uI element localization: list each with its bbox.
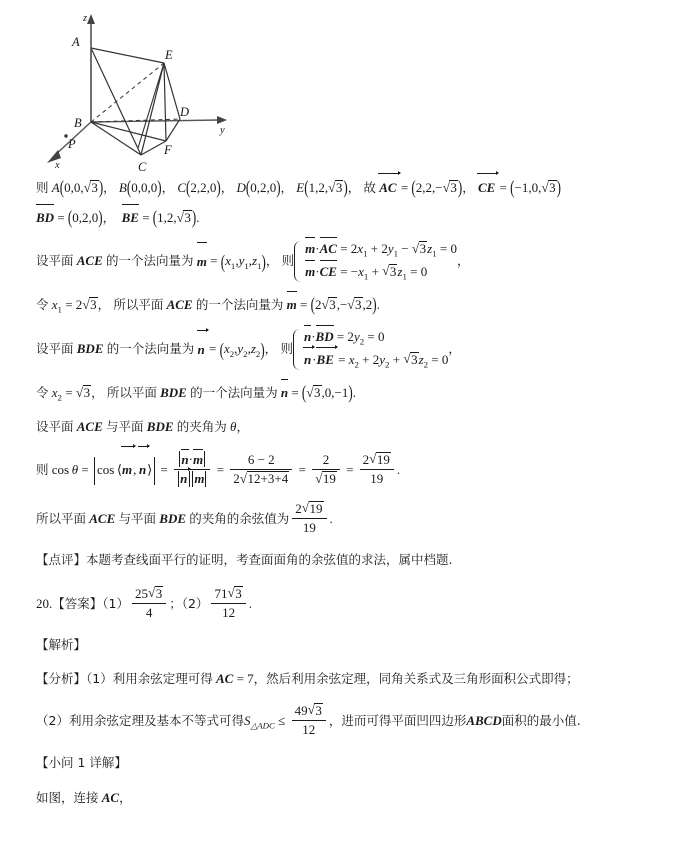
angle-text-a: 设平面 — [36, 419, 74, 435]
bde-normal-line: 设平面 BDE 的一个法向量为 $n = (x_2,y_2,z_2)$， 则 $n\cdot BD = 2y_2 = 0$ $n\cdot BE = x_2 + 2y_2$ + √ $3z_2 = 0$ ， — [0, 327, 693, 372]
vector-BE: BE — [122, 206, 139, 231]
bde-vector-n: n — [198, 333, 206, 367]
bde-equation-system — [293, 327, 448, 372]
figure-label-E: E — [165, 48, 173, 62]
ace-plane: ACE — [76, 253, 103, 269]
ace-normal-line: 设平面 ACE 的一个法向量为 $m = (x_1,y_1,z_1)$， 则 $m\cdot AC = 2x_1 + 2y_1$ − √ $3z_1 = 0$ $m\cdot CE = -x_1$ + √ $3z_1 = 0$ ， — [0, 239, 693, 284]
figure-label-D: D — [180, 105, 190, 119]
fenxi-part2-label: （2） — [36, 712, 69, 728]
figure-label-C: C — [138, 160, 147, 174]
fenxi-part1-b: ，然后利用余弦定理，同角关系式及三角形面积公式即得； — [253, 670, 579, 686]
cos-step2: $\frac{n\cdot m}{\text{n m}}$ — [174, 451, 210, 488]
figure-label-P: P — [68, 137, 76, 151]
point-B: B — [118, 180, 127, 195]
cos-formula-line: 则 cos θ = cos ⟨m, n⟩ = $\frac{n\cdot m}{\text{n m}}$ = $\frac{6 - 2}{2 √ 12+3+4}$ = 2 √ 19 = $\frac{2 √ 19}{19}$ . — [0, 449, 693, 491]
problem20-separator: ； — [169, 595, 182, 611]
detail1-text-b: ， — [119, 790, 132, 806]
geometry-figure — [34, 8, 264, 176]
conclusion-line: 所以平面 ACE 与平面 BDE 的夹角的余弦值为 $\frac{2 √ 19}{19}$ . — [0, 500, 693, 538]
coordinates-line-2: BD = (0,2,0)， BE = (1,2, √ 3). — [0, 206, 693, 231]
review-tag: 【点评】 — [36, 552, 87, 568]
fenxi-line-1: 【分析】（1）利用余弦定理可得 AC = 7，然后利用余弦定理，同角关系式及三角形面积公式即得； — [36, 670, 579, 686]
ace-result-c: 的一个法向量为 — [195, 296, 284, 312]
figure-label-A: A — [72, 35, 80, 49]
figure-label-B: B — [74, 116, 82, 130]
review-line — [0, 546, 693, 575]
vector-AC: AC — [379, 176, 397, 201]
problem20-part1-fraction: $\frac{25 √ 3}{4}$ — [132, 586, 166, 622]
cos-step3: $\frac{6 - 2}{2 √ 12+3+4}$ — [230, 452, 292, 488]
coordinates-line: 则 A(0,0, √ 3)， B(0,0,0)， C(2,2,0)， D(0,2,0)， E(1,2, √ 3)， 故 AC = (2,2,− √ 3)， CE = (−1,0, √ 3) — [0, 176, 693, 201]
coords-prefix: 则 — [36, 180, 49, 195]
bde-plane: BDE — [76, 341, 104, 357]
fenxi-AC: AC — [215, 670, 234, 686]
ace-result-b: 所以平面 — [113, 296, 164, 312]
problem20-part2-label: （2） — [181, 595, 209, 611]
vector-CE: CE — [478, 176, 496, 201]
problem20-part1-label: （1） — [102, 595, 129, 611]
fenxi-S-subscript: △ADC — [250, 720, 275, 731]
fenxi-part2-a: 利用余弦定理及基本不等式可得 — [68, 712, 244, 728]
cos-prefix: 则 — [36, 462, 49, 478]
bde-text-c: 则 — [280, 341, 293, 357]
detail1-tag-line — [0, 749, 693, 778]
bde-result-c: 的一个法向量为 — [190, 384, 278, 400]
cos-step4: 2 √ 19 — [312, 452, 340, 488]
fenxi-part2-b: ，进而可得平面凹四边形 — [328, 712, 467, 728]
bde-result-line: 令 $x_2$ = √ 3， 所以平面 BDE 的一个法向量为 n = ( √ 3,0,−1). — [0, 381, 693, 406]
bde-text-b: 的一个法向量为 — [106, 341, 195, 357]
angle-text-c: 的夹角为 — [176, 419, 227, 435]
conclusion-plane-1: ACE — [89, 510, 116, 526]
jiexi-line — [0, 632, 693, 658]
point-A: A — [51, 180, 60, 195]
detail1-text-line — [0, 786, 693, 811]
conclusion-a: 所以平面 — [36, 510, 87, 526]
ace-result-a: 令 — [36, 296, 49, 312]
conclusion-b: 与平面 — [118, 510, 157, 526]
bde-text-a: 设平面 — [36, 341, 74, 357]
ace-result-line: 令 $x_1 = 2$ √ 3， 所以平面 ACE 的一个法向量为 m = (2 √ 3,− √ 3,2). — [0, 293, 693, 318]
bde-result-plane: BDE — [160, 384, 187, 400]
cos-step5: $\frac{2 √ 19}{19}$ — [360, 452, 394, 488]
vector-BD: BD — [36, 206, 54, 231]
fenxi-part2-fraction: $\frac{49 √ 3}{12}$ — [292, 703, 326, 739]
conclusion-fraction: $\frac{2 √ 19}{19}$ — [292, 501, 326, 537]
point-C: C — [177, 180, 186, 195]
fenxi-quad: ABCD — [466, 712, 502, 728]
angle-plane-2: BDE — [146, 419, 174, 435]
bde-eq-1: $n\cdot BD = 2y_2 = 0$ — [303, 329, 385, 347]
figure-axis-z: z — [83, 13, 88, 24]
fenxi-S-symbol: S — [243, 712, 251, 728]
figure-axis-x: x — [55, 160, 60, 171]
bde-result-a: 令 — [36, 384, 49, 400]
problem20-tag: 【答案】 — [52, 595, 103, 611]
ace-vector-m: m — [197, 245, 207, 279]
angle-plane-1: ACE — [76, 419, 103, 435]
ace-text-b: 的一个法向量为 — [106, 253, 194, 269]
problem20-number: 20. — [36, 595, 53, 611]
figure-axis-y: y — [220, 125, 225, 136]
solution-text-body — [0, 176, 693, 811]
angle-setup-line: 设平面 ACE 与平面 BDE 的夹角为 θ， — [36, 419, 249, 435]
ace-result-plane: ACE — [166, 296, 193, 312]
figure-label-F: F — [164, 143, 172, 157]
review-text: 本题考查线面平行的证明，考查面面角的余弦值的求法，属中档题. — [86, 552, 453, 568]
problem20-period: . — [248, 595, 252, 611]
problem20-answer-line — [0, 584, 693, 623]
detail1-text-a: 如图，连接 — [36, 790, 99, 806]
fenxi-part1-a: 利用余弦定理可得 — [112, 670, 213, 686]
bde-eq-2: $n\cdot BE = x_2 + 2y_2$ + √ $3z_2 = 0$ — [304, 350, 448, 372]
jiexi-tag: 【解析】 — [36, 636, 87, 652]
coords-connector: 故 — [363, 180, 376, 195]
detail1-segment: AC — [101, 790, 120, 806]
conclusion-c: 的夹角的余弦值为 — [189, 510, 290, 526]
point-D: D — [236, 180, 246, 195]
cos-lhs: cos — [51, 462, 72, 478]
fenxi-part2-c: 面积的最小值. — [501, 712, 581, 728]
ace-eq-2: $m\cdot CE = -x_1$ + √ $3z_1 = 0$ — [305, 262, 457, 284]
bde-result-b: 所以平面 — [106, 384, 157, 400]
ace-equation-system — [294, 239, 457, 284]
fenxi-tag: 【分析】 — [36, 670, 87, 686]
ace-text-a: 设平面 — [36, 253, 74, 269]
fenxi-line-2: （2）利用余弦定理及基本不等式可得$S_{\triangle ADC}$ ≤ $\frac{49 √ 3}{12}$ ，进而可得平面凹四边形ABCD面积的最小值. — [0, 701, 693, 740]
problem20-part2-fraction: $\frac{71 √ 3}{12}$ — [211, 586, 245, 622]
detail1-tag: 【小问 1 详解】 — [36, 754, 127, 770]
angle-theta: θ — [230, 419, 237, 435]
point-E: E — [296, 180, 305, 195]
fenxi-part1-label: （1） — [86, 670, 113, 686]
ace-text-c: 则 — [281, 253, 295, 269]
conclusion-plane-2: BDE — [159, 510, 187, 526]
ace-eq-1: $m\cdot AC = 2x_1 + 2y_1$ − √ $3z_1 = 0$ — [305, 239, 457, 261]
angle-text-b: 与平面 — [106, 419, 144, 435]
